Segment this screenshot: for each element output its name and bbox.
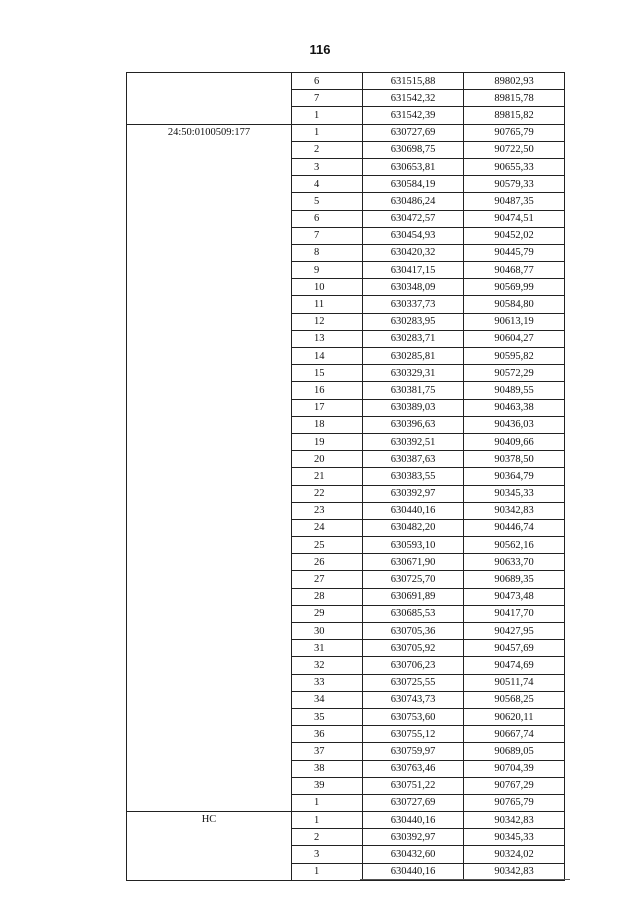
point-number-cell: 4 [292,176,363,193]
y-coordinate-cell: 90468,77 [464,262,565,279]
x-coordinate-cell: 631515,88 [363,73,464,90]
point-number-cell: 29 [292,605,363,622]
y-coordinate-cell: 90427,95 [464,623,565,640]
point-number-cell: 36 [292,726,363,743]
y-coordinate-cell: 90689,35 [464,571,565,588]
point-number-cell: 1 [292,107,363,124]
x-coordinate-cell: 630685,53 [363,605,464,622]
x-coordinate-cell: 630671,90 [363,554,464,571]
parcel-id-cell: HC [127,812,292,881]
point-number-cell: 37 [292,743,363,760]
y-coordinate-cell: 90342,83 [464,502,565,519]
y-coordinate-cell: 90765,79 [464,794,565,811]
y-coordinate-cell: 90511,74 [464,674,565,691]
point-number-cell: 39 [292,777,363,794]
point-number-cell: 3 [292,846,363,863]
y-coordinate-cell: 90767,29 [464,777,565,794]
y-coordinate-cell: 90562,16 [464,537,565,554]
point-number-cell: 16 [292,382,363,399]
x-coordinate-cell: 630725,70 [363,571,464,588]
y-coordinate-cell: 90572,29 [464,365,565,382]
point-number-cell: 1 [292,794,363,811]
point-number-cell: 21 [292,468,363,485]
y-coordinate-cell: 89815,82 [464,107,565,124]
point-number-cell: 34 [292,691,363,708]
x-coordinate-cell: 630440,16 [363,812,464,829]
point-number-cell: 20 [292,451,363,468]
y-coordinate-cell: 90765,79 [464,124,565,141]
point-number-cell: 2 [292,141,363,158]
x-coordinate-cell: 630727,69 [363,794,464,811]
point-number-cell: 14 [292,348,363,365]
x-coordinate-cell: 631542,39 [363,107,464,124]
x-coordinate-cell: 630584,19 [363,176,464,193]
point-number-cell: 23 [292,502,363,519]
x-coordinate-cell: 630285,81 [363,348,464,365]
y-coordinate-cell: 90417,70 [464,605,565,622]
x-coordinate-cell: 630706,23 [363,657,464,674]
point-number-cell: 12 [292,313,363,330]
x-coordinate-cell: 630727,69 [363,124,464,141]
point-number-cell: 22 [292,485,363,502]
y-coordinate-cell: 90655,33 [464,158,565,175]
x-coordinate-cell: 630705,36 [363,623,464,640]
point-number-cell: 18 [292,416,363,433]
point-number-cell: 13 [292,330,363,347]
y-coordinate-cell: 90378,50 [464,451,565,468]
x-coordinate-cell: 630432,60 [363,846,464,863]
coordinates-table-body [127,73,565,881]
y-coordinate-cell: 90446,74 [464,519,565,536]
point-number-cell: 2 [292,829,363,846]
point-number-cell: 28 [292,588,363,605]
y-coordinate-cell: 90722,50 [464,141,565,158]
x-coordinate-cell: 630759,97 [363,743,464,760]
point-number-cell: 31 [292,640,363,657]
x-coordinate-cell: 630705,92 [363,640,464,657]
x-coordinate-cell: 630751,22 [363,777,464,794]
y-coordinate-cell: 90667,74 [464,726,565,743]
point-number-cell: 1 [292,124,363,141]
x-coordinate-cell: 630593,10 [363,537,464,554]
y-coordinate-cell: 90342,83 [464,863,565,880]
x-coordinate-cell: 630389,03 [363,399,464,416]
point-number-cell: 6 [292,210,363,227]
y-coordinate-cell: 90489,55 [464,382,565,399]
y-coordinate-cell: 90445,79 [464,244,565,261]
y-coordinate-cell: 90487,35 [464,193,565,210]
y-coordinate-cell: 90595,82 [464,348,565,365]
x-coordinate-cell: 630691,89 [363,588,464,605]
y-coordinate-cell: 90474,69 [464,657,565,674]
point-number-cell: 10 [292,279,363,296]
y-coordinate-cell: 90704,39 [464,760,565,777]
x-coordinate-cell: 630440,16 [363,502,464,519]
y-coordinate-cell: 90342,83 [464,812,565,829]
point-number-cell: 15 [292,365,363,382]
y-coordinate-cell: 90345,33 [464,829,565,846]
x-coordinate-cell: 630392,97 [363,485,464,502]
point-number-cell: 1 [292,863,363,880]
point-number-cell: 32 [292,657,363,674]
x-coordinate-cell: 630725,55 [363,674,464,691]
x-coordinate-cell: 630440,16 [363,863,464,880]
y-coordinate-cell: 90364,79 [464,468,565,485]
y-coordinate-cell: 90613,19 [464,313,565,330]
y-coordinate-cell: 90604,27 [464,330,565,347]
y-coordinate-cell: 90324,02 [464,846,565,863]
y-coordinate-cell: 90579,33 [464,176,565,193]
point-number-cell: 9 [292,262,363,279]
point-number-cell: 35 [292,708,363,725]
y-coordinate-cell: 90474,51 [464,210,565,227]
point-number-cell: 24 [292,519,363,536]
point-number-cell: 6 [292,73,363,90]
x-coordinate-cell: 631542,32 [363,90,464,107]
x-coordinate-cell: 630417,15 [363,262,464,279]
point-number-cell: 17 [292,399,363,416]
y-coordinate-cell: 90457,69 [464,640,565,657]
y-coordinate-cell: 90452,02 [464,227,565,244]
y-coordinate-cell: 90345,33 [464,485,565,502]
x-coordinate-cell: 630283,71 [363,330,464,347]
y-coordinate-cell: 90689,05 [464,743,565,760]
point-number-cell: 25 [292,537,363,554]
y-coordinate-cell: 90463,38 [464,399,565,416]
y-coordinate-cell: 89802,93 [464,73,565,90]
x-coordinate-cell: 630454,93 [363,227,464,244]
point-number-cell: 30 [292,623,363,640]
parcel-id-cell: 24:50:0100509:177 [127,124,292,812]
x-coordinate-cell: 630698,75 [363,141,464,158]
x-coordinate-cell: 630392,51 [363,433,464,450]
point-number-cell: 7 [292,227,363,244]
point-number-cell: 19 [292,433,363,450]
table-row [127,812,565,829]
parcel-id-cell [127,73,292,125]
x-coordinate-cell: 630383,55 [363,468,464,485]
x-coordinate-cell: 630755,12 [363,726,464,743]
x-coordinate-cell: 630482,20 [363,519,464,536]
point-number-cell: 27 [292,571,363,588]
footer-divider [360,879,570,880]
page-number: 116 [309,42,331,57]
point-number-cell: 26 [292,554,363,571]
x-coordinate-cell: 630653,81 [363,158,464,175]
x-coordinate-cell: 630743,73 [363,691,464,708]
x-coordinate-cell: 630420,32 [363,244,464,261]
y-coordinate-cell: 90584,80 [464,296,565,313]
point-number-cell: 33 [292,674,363,691]
x-coordinate-cell: 630283,95 [363,313,464,330]
point-number-cell: 3 [292,158,363,175]
x-coordinate-cell: 630381,75 [363,382,464,399]
x-coordinate-cell: 630337,73 [363,296,464,313]
x-coordinate-cell: 630392,97 [363,829,464,846]
x-coordinate-cell: 630753,60 [363,708,464,725]
point-number-cell: 38 [292,760,363,777]
point-number-cell: 1 [292,812,363,829]
y-coordinate-cell: 90409,66 [464,433,565,450]
point-number-cell: 7 [292,90,363,107]
point-number-cell: 11 [292,296,363,313]
x-coordinate-cell: 630387,63 [363,451,464,468]
y-coordinate-cell: 89815,78 [464,90,565,107]
x-coordinate-cell: 630472,57 [363,210,464,227]
y-coordinate-cell: 90473,48 [464,588,565,605]
y-coordinate-cell: 90569,99 [464,279,565,296]
y-coordinate-cell: 90633,70 [464,554,565,571]
x-coordinate-cell: 630763,46 [363,760,464,777]
point-number-cell: 8 [292,244,363,261]
coordinates-table [126,72,565,881]
x-coordinate-cell: 630486,24 [363,193,464,210]
x-coordinate-cell: 630348,09 [363,279,464,296]
x-coordinate-cell: 630329,31 [363,365,464,382]
x-coordinate-cell: 630396,63 [363,416,464,433]
y-coordinate-cell: 90620,11 [464,708,565,725]
y-coordinate-cell: 90568,25 [464,691,565,708]
point-number-cell: 5 [292,193,363,210]
table-row [127,124,565,141]
table-row [127,73,565,90]
y-coordinate-cell: 90436,03 [464,416,565,433]
